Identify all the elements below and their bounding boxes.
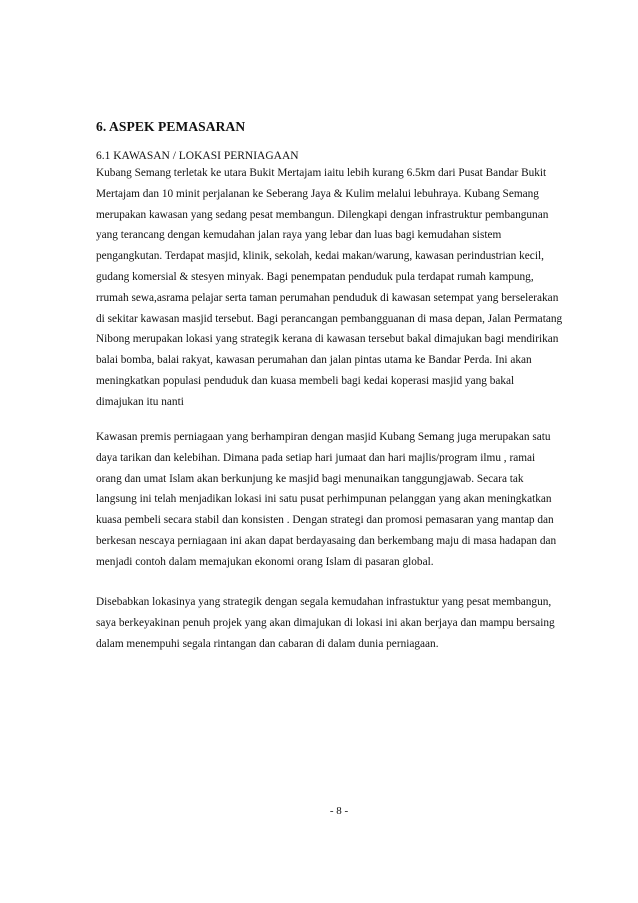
- paragraph-line: merupakan kawasan yang sedang pesat membangun. Dilengkapi dengan infrastruktur pembangunan: [96, 208, 549, 221]
- paragraph-line: Kubang Semang terletak ke utara Bukit Mertajam iaitu lebih kurang 6.5km dari Pusat Bandar Bukit: [96, 167, 547, 179]
- section-title: 6. ASPEK PEMASARAN: [96, 119, 246, 134]
- paragraph-line: saya berkeyakinan penuh projek yang akan dimajukan di lokasi ini akan berjaya dan mampu bersaing: [96, 616, 555, 629]
- paragraph-conclusion: [96, 592, 596, 654]
- paragraph-line: Nibong merupakan lokasi yang strategik kerana di kawasan tersebut bakal dimajukan bagi mendirikan: [96, 333, 559, 346]
- paragraph-line: balai bomba, balai rakyat, kawasan perumahan dan jalan pintas utama ke Bandar Perda. Ini akan: [96, 354, 532, 367]
- paragraph-premises-attraction: [96, 427, 596, 573]
- paragraph-line: Disebabkan lokasinya yang strategik dengan segala kemudahan infrastuktur yang pesat membangun,: [96, 596, 552, 608]
- page-footer: [0, 805, 638, 817]
- paragraph-line: dimajukan itu nanti: [96, 395, 184, 408]
- paragraph-line: pengangkutan. Terdapat masjid, klinik, sekolah, kedai makan/warung, kawasan perindustrian kecil,: [96, 250, 544, 263]
- paragraph-line: Mertajam dan 10 minit perjalanan ke Seberang Jaya & Kulim melalui lebuhraya. Kubang Semang: [96, 187, 539, 200]
- paragraph-line: dalam menempuhi segala rintangan dan cabaran di dalam dunia perniagaan.: [96, 637, 439, 650]
- section-subtitle: 6.1 KAWASAN / LOKASI PERNIAGAAN: [96, 150, 299, 162]
- paragraph-line: rrumah sewa,asrama pelajar serta taman perumahan penduduk di kawasan setempat yang berselerakan: [96, 291, 559, 304]
- paragraph-line: daya tarikan dan kelebihan. Dimana pada setiap hari jumaat dan hari majlis/program ilmu , ramai: [96, 451, 536, 464]
- paragraph-line: yang terancang dengan kemudahan jalan raya yang lebar dan luas bagi kemudahan sistem: [96, 229, 502, 242]
- paragraph-line: langsung ini telah menjadikan lokasi ini satu pusat perhimpunan pelanggan yang akan meningkatkan: [96, 493, 552, 506]
- paragraph-location-description: [96, 163, 596, 413]
- paragraph-line: Kawasan premis perniagaan yang berhampiran dengan masjid Kubang Semang juga merupakan satu: [96, 431, 551, 443]
- page-number: - 8 -: [329, 805, 349, 817]
- paragraph-line: meningkatkan populasi penduduk dan kuasa membeli bagi kedai koperasi masjid yang bakal: [96, 374, 515, 387]
- paragraph-line: menjadi contoh dalam memajukan ekonomi orang Islam di pasaran global.: [96, 555, 434, 568]
- paragraph-line: kuasa pembeli secara stabil dan konsisten . Dengan strategi dan promosi pemasaran yang mantap dan: [96, 514, 554, 527]
- paragraph-line: berkesan nescaya perniagaan ini akan dapat berdayasaing dan berkembang maju di masa hadapan dan: [96, 534, 557, 547]
- paragraph-line: orang dan umat Islam akan berkunjung ke masjid bagi menunaikan tanggungjawab. Secara tak: [96, 472, 524, 485]
- paragraph-line: di sekitar kawasan masjid tersebut. Bagi perancangan pembangguanan di masa depan, Jalan Permatang: [96, 312, 563, 325]
- paragraph-line: gudang komersial & stesyen minyak. Bagi penempatan penduduk pula terdapat rumah kampung,: [96, 270, 534, 283]
